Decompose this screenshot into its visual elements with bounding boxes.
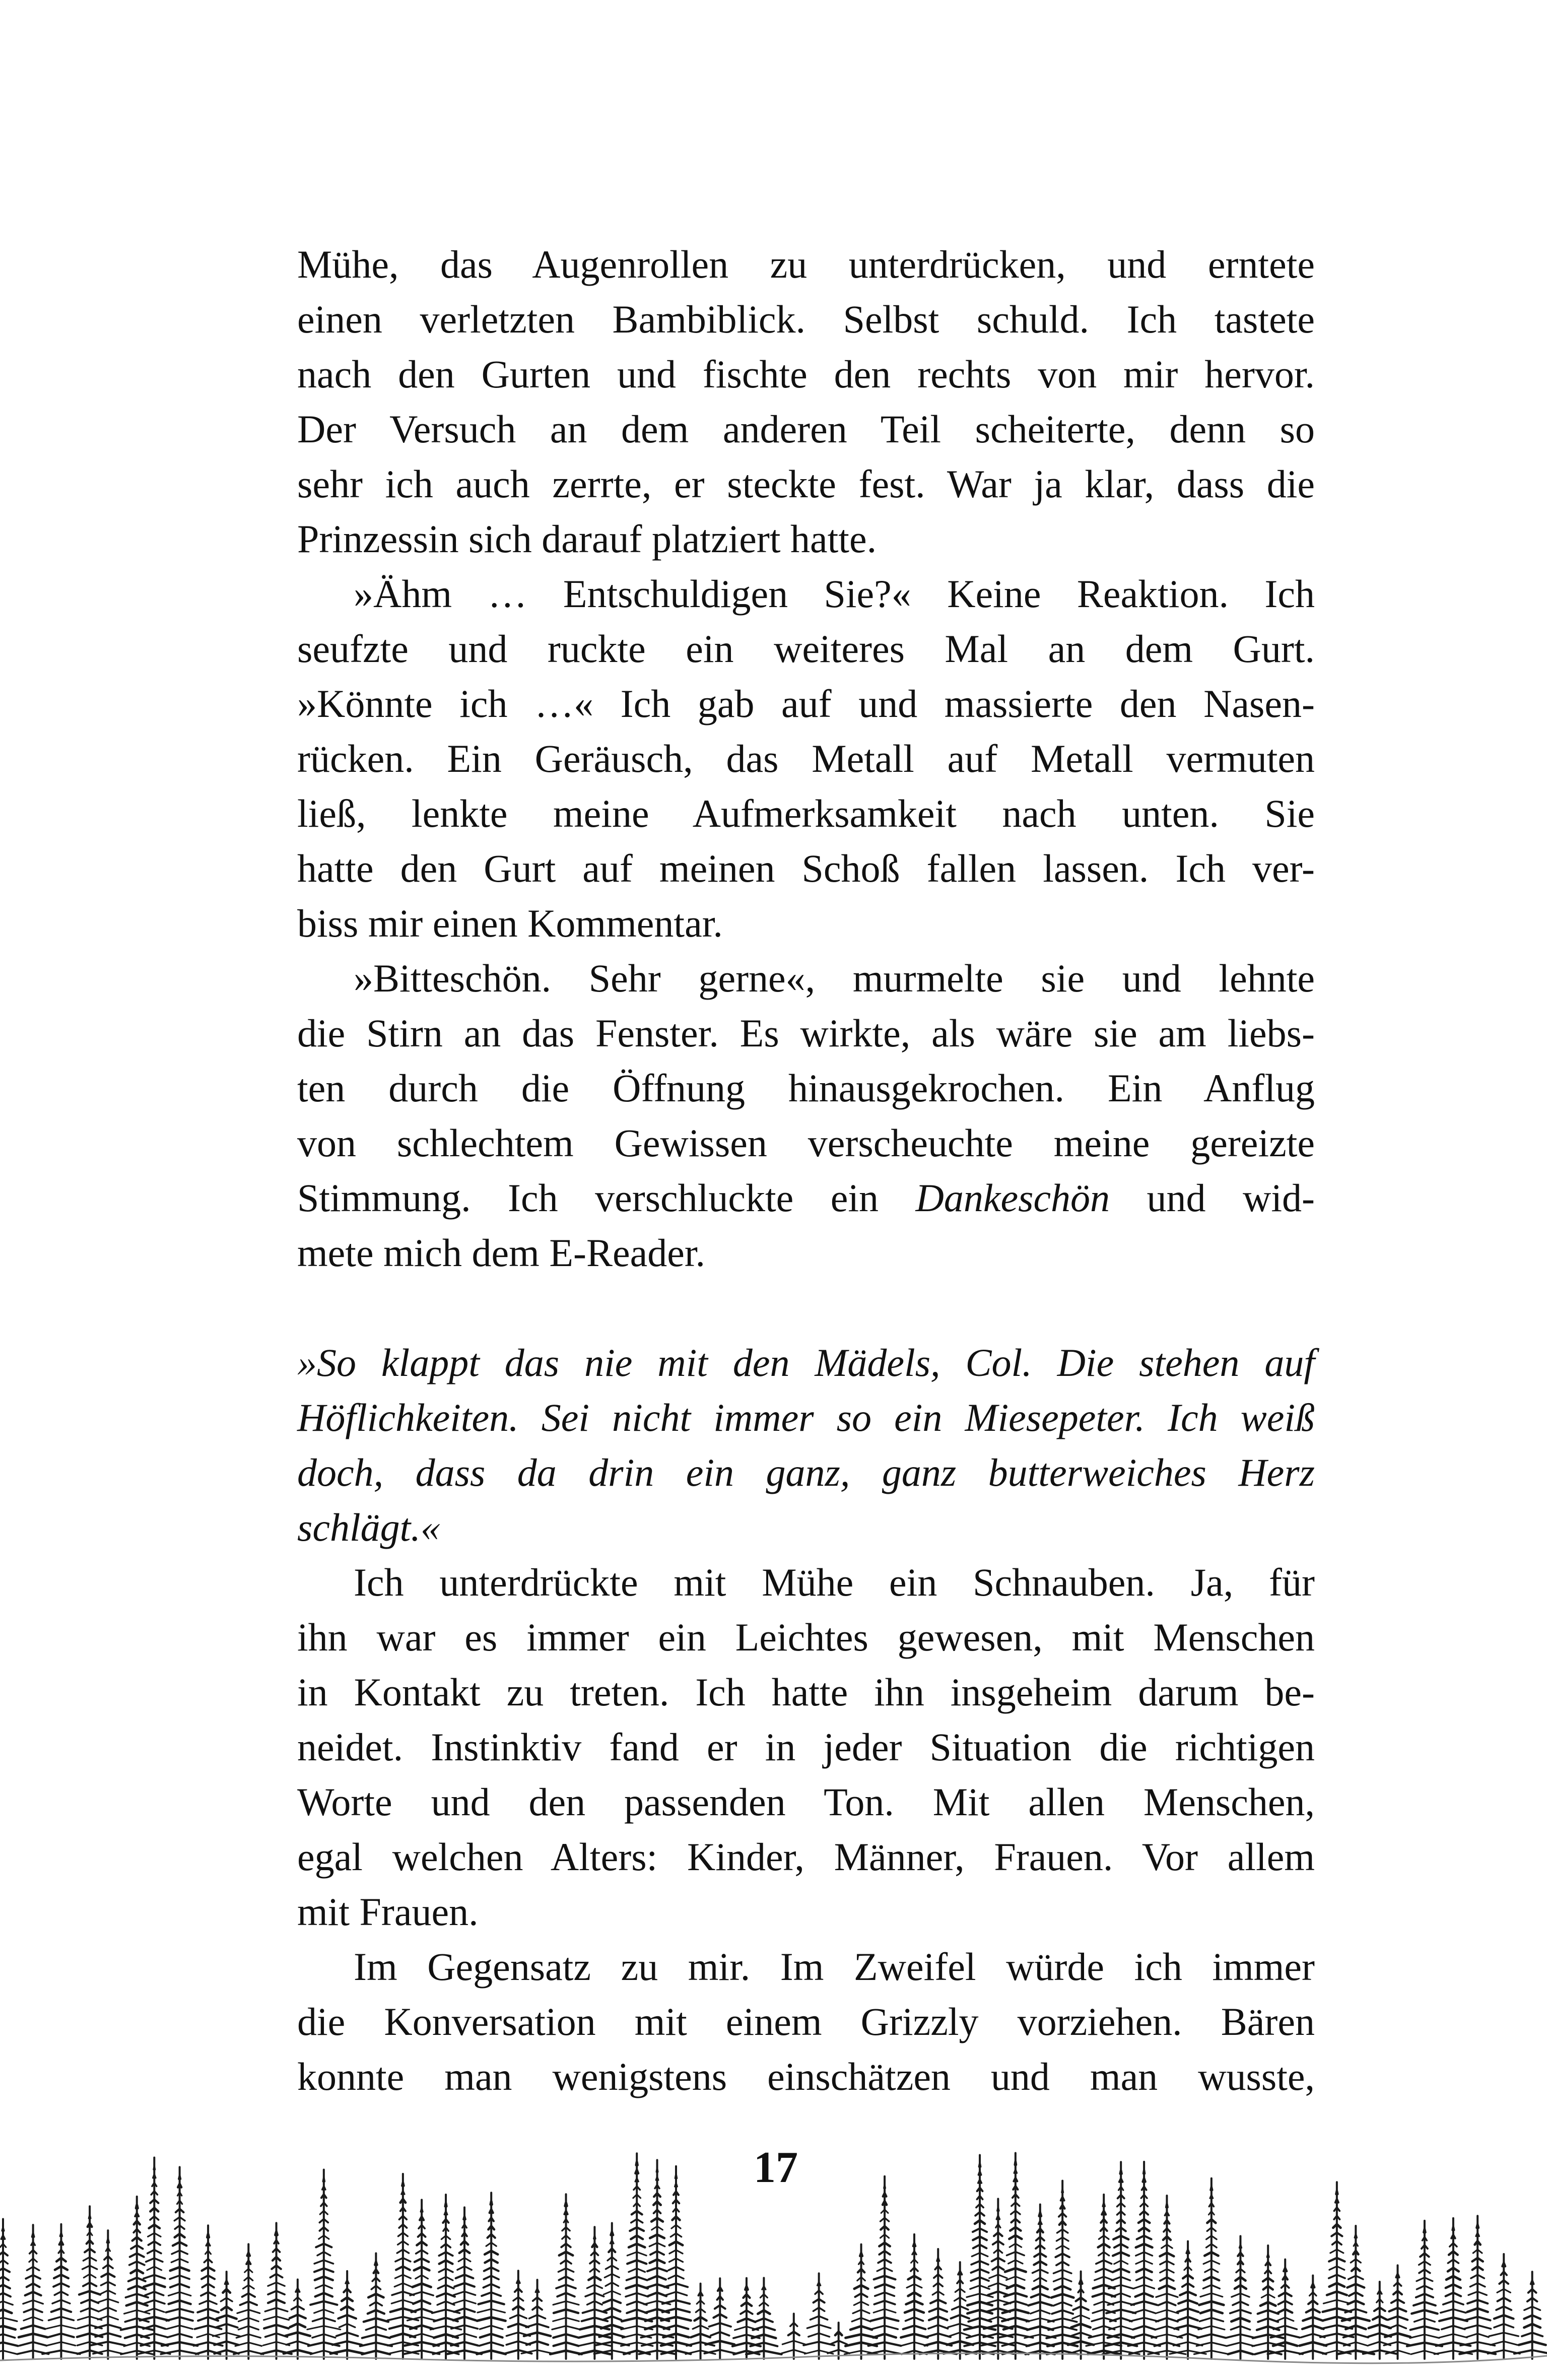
paragraph-6 [297,1939,1315,2104]
text-line: Mühe, das Augenrollen zu unterdrücken, und erntete [297,242,1315,286]
text-line: »Bitteschön. Sehr gerne«, murmelte sie und lehnte [354,956,1315,1000]
text-line: von schlechtem Gewissen verscheuchte meine gereizte [297,1121,1315,1165]
text-line: neidet. Instinktiv fand er in jeder Situation die richtigen [297,1725,1315,1769]
text-line: nach den Gurten und fischte den rechts von mir hervor. [297,352,1315,396]
pine-forest-icon [0,2081,1547,2380]
page-number: 17 [715,2136,836,2200]
text-line: hatte den Gurt auf meinen Schoß fallen lassen. Ich ver- [297,846,1315,890]
italic-word: Dankeschön [915,1176,1110,1220]
text-line: Der Versuch an dem anderen Teil scheiterte, denn so [297,407,1315,451]
text-line: ihn war es immer ein Leichtes gewesen, mit Menschen [297,1615,1315,1659]
paragraph-2 [297,566,1315,951]
text-line: sehr ich auch zerrte, er steckte fest. War ja klar, dass die [297,462,1315,506]
text-line: biss mir einen Kommentar. [297,901,723,945]
text-line-with-italic: Stimmung. Ich verschluckte ein Dankeschön und wid- [297,1176,1315,1220]
text-line: schlägt.« [297,1505,440,1549]
text-line: Worte und den passenden Ton. Mit allen Menschen, [297,1780,1315,1824]
paragraph-3 [297,951,1315,1280]
text-line: Im Gegensatz zu mir. Im Zweifel würde ich immer [354,1945,1315,1989]
paragraph-5 [297,1555,1315,1939]
text-line: Ich unterdrückte mit Mühe ein Schnauben. Ja, für [354,1560,1315,1604]
text-line: Höflichkeiten. Sei nicht immer so ein Miesepeter. Ich weiß [297,1396,1315,1439]
text-line: die Konversation mit einem Grizzly vorziehen. Bären [297,2000,1315,2043]
text-line: konnte man wenigstens einschätzen und man wusste, [297,2055,1315,2098]
text-line: in Kontakt zu treten. Ich hatte ihn insgeheim darum be- [297,1670,1315,1714]
text-line: rücken. Ein Geräusch, das Metall auf Metall vermuten [297,737,1315,780]
text-line: doch, dass da drin ein ganz, ganz butterweiches Herz [297,1450,1315,1494]
text-line: ten durch die Öffnung hinausgekrochen. Ein Anflug [297,1066,1315,1110]
text-line: seufzte und ruckte ein weiteres Mal an dem Gurt. [297,627,1315,671]
text-line: ließ, lenkte meine Aufmerksamkeit nach unten. Sie [297,791,1315,835]
paragraph-1 [297,237,1315,566]
text-line: mete mich dem E-Reader. [297,1231,706,1275]
text-line: einen verletzten Bambiblick. Selbst schuld. Ich tastete [297,297,1315,341]
text-line: »Ähm … Entschuldigen Sie?« Keine Reaktion. Ich [354,572,1315,616]
text-line: egal welchen Alters: Kinder, Männer, Frauen. Vor allem [297,1835,1315,1879]
text-line: »Könnte ich …« Ich gab auf und massierte den Nasen- [297,682,1315,725]
body-text [297,237,1315,2104]
scene-break [297,1280,1315,1335]
text-line: die Stirn an das Fenster. Es wirkte, als wäre sie am liebs- [297,1011,1315,1055]
text-line: mit Frauen. [297,1890,479,1934]
text-line: »So klappt das nie mit den Mädels, Col. Die stehen auf [297,1341,1315,1384]
italic-flashback [297,1335,1315,1555]
text-line: Prinzessin sich darauf platziert hatte. [297,517,877,561]
